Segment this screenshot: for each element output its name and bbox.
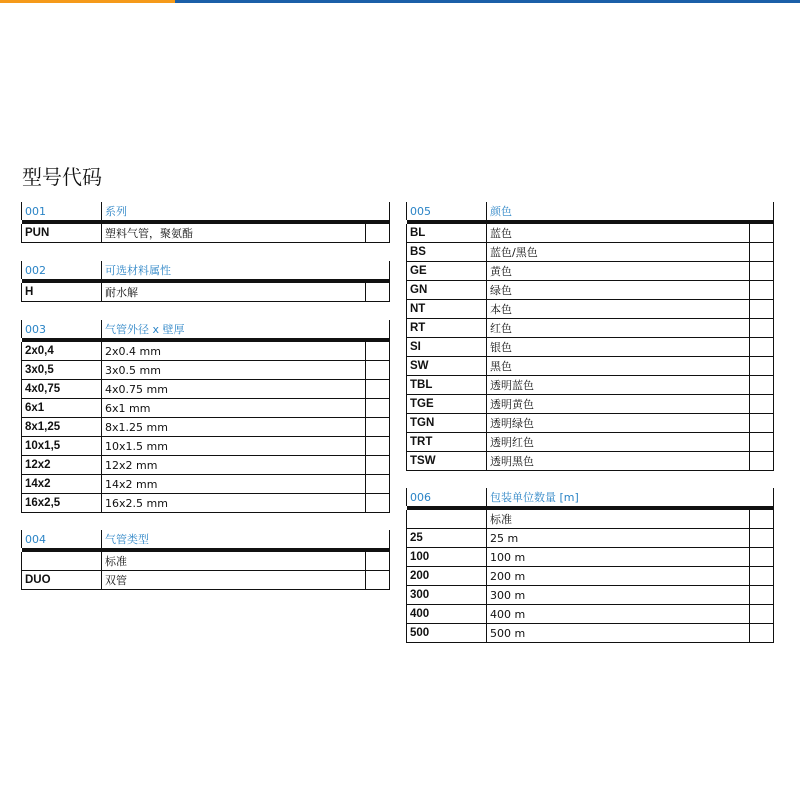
description-cell: 标准 [487,510,750,529]
table-row [22,399,390,418]
blank-cell [750,319,774,338]
section-packaging [406,488,773,643]
blank-cell [750,567,774,586]
blank-cell [750,243,774,262]
section-header [22,320,390,338]
description-cell: 400 m [487,605,750,624]
section-color [406,202,773,471]
section-header [407,202,774,220]
section-material-property [21,261,389,302]
code-cell: NT [407,300,487,319]
description-cell: 银色 [487,338,750,357]
table-row [407,395,774,414]
table-row [407,510,774,529]
code-cell: 14x2 [22,475,102,494]
description-cell: 100 m [487,548,750,567]
section-number: 005 [407,202,487,220]
description-cell: 14x2 mm [102,475,366,494]
code-cell: 12x2 [22,456,102,475]
description-cell: 300 m [487,586,750,605]
description-cell: 透明红色 [487,433,750,452]
blank-cell [750,452,774,471]
section-title: 包装单位数量 [m] [487,488,750,506]
code-cell: 6x1 [22,399,102,418]
description-cell: 200 m [487,567,750,586]
table-row [407,262,774,281]
description-cell: 8x1.25 mm [102,418,366,437]
blank-cell [750,624,774,643]
description-cell: 蓝色 [487,224,750,243]
section-title: 气管外径 x 壁厚 [102,320,366,338]
code-cell: 4x0,75 [22,380,102,399]
blank-cell [366,283,390,302]
code-cell: 2x0,4 [22,342,102,361]
blank-cell [750,586,774,605]
code-cell: TGN [407,414,487,433]
code-table [21,261,390,302]
header-spacer [366,261,390,279]
code-cell: BL [407,224,487,243]
table-row [22,342,390,361]
description-cell: 透明绿色 [487,414,750,433]
code-cell: 300 [407,586,487,605]
description-cell: 透明黄色 [487,395,750,414]
section-number: 001 [22,202,102,220]
blank-cell [366,418,390,437]
blank-cell [750,357,774,376]
description-cell: 25 m [487,529,750,548]
blank-cell [750,548,774,567]
top-accent-bar [0,0,800,3]
description-cell: 耐水解 [102,283,366,302]
description-cell: 2x0.4 mm [102,342,366,361]
blank-cell [366,361,390,380]
description-cell: 3x0.5 mm [102,361,366,380]
code-cell: 10x1,5 [22,437,102,456]
description-cell: 黄色 [487,262,750,281]
description-cell: 透明蓝色 [487,376,750,395]
description-cell: 标准 [102,552,366,571]
table-row [407,224,774,243]
table-row [407,319,774,338]
description-cell: 黑色 [487,357,750,376]
table-row [407,243,774,262]
code-table [21,530,390,590]
table-row [22,552,390,571]
section-header [407,488,774,506]
code-cell: 500 [407,624,487,643]
table-row [22,224,390,243]
code-table [406,202,774,471]
blank-cell [750,510,774,529]
blank-cell [750,529,774,548]
header-spacer [366,320,390,338]
code-cell: SI [407,338,487,357]
table-row [407,414,774,433]
table-row [22,475,390,494]
table-row [407,605,774,624]
section-title: 可选材料属性 [102,261,366,279]
table-row [407,376,774,395]
table-row [22,571,390,590]
blank-cell [366,571,390,590]
code-cell: H [22,283,102,302]
blank-cell [750,224,774,243]
description-cell: 12x2 mm [102,456,366,475]
code-cell: 16x2,5 [22,494,102,513]
description-cell: 红色 [487,319,750,338]
blank-cell [366,456,390,475]
table-row [22,418,390,437]
section-header [22,261,390,279]
code-cell [407,510,487,529]
blank-cell [750,262,774,281]
table-row [407,567,774,586]
section-number: 006 [407,488,487,506]
code-cell [22,552,102,571]
blank-cell [366,475,390,494]
code-cell: 100 [407,548,487,567]
section-tube-size [21,320,389,513]
description-cell: 透明黑色 [487,452,750,471]
description-cell: 本色 [487,300,750,319]
code-cell: GN [407,281,487,300]
section-number: 002 [22,261,102,279]
blank-cell [366,399,390,418]
description-cell: 绿色 [487,281,750,300]
header-spacer [366,202,390,220]
table-row [22,361,390,380]
table-row [22,494,390,513]
blank-cell [366,552,390,571]
description-cell: 蓝色/黑色 [487,243,750,262]
table-row [407,548,774,567]
blank-cell [750,300,774,319]
description-cell: 双管 [102,571,366,590]
code-cell: TSW [407,452,487,471]
header-spacer [750,488,774,506]
blank-cell [366,380,390,399]
code-cell: PUN [22,224,102,243]
header-spacer [750,202,774,220]
code-cell: TBL [407,376,487,395]
blank-cell [366,224,390,243]
description-cell: 16x2.5 mm [102,494,366,513]
code-cell: 8x1,25 [22,418,102,437]
section-title: 颜色 [487,202,750,220]
blank-cell [366,494,390,513]
code-cell: GE [407,262,487,281]
code-cell: 200 [407,567,487,586]
section-number: 003 [22,320,102,338]
table-row [407,624,774,643]
table-row [407,529,774,548]
description-cell: 6x1 mm [102,399,366,418]
code-table [21,320,390,513]
section-header [22,202,390,220]
description-cell: 塑料气管，聚氨酯 [102,224,366,243]
page-title: 型号代码 [22,165,102,189]
code-cell: SW [407,357,487,376]
table-row [22,437,390,456]
blank-cell [750,605,774,624]
table-row [22,283,390,302]
description-cell: 10x1.5 mm [102,437,366,456]
code-table [21,202,390,243]
table-row [22,456,390,475]
code-cell: DUO [22,571,102,590]
table-row [407,338,774,357]
table-row [407,300,774,319]
table-row [407,586,774,605]
section-series [21,202,389,243]
blank-cell [366,437,390,456]
section-header [22,530,390,548]
blank-cell [750,376,774,395]
code-cell: TRT [407,433,487,452]
section-title: 气管类型 [102,530,366,548]
section-title: 系列 [102,202,366,220]
section-tube-type [21,530,389,590]
code-cell: 3x0,5 [22,361,102,380]
code-cell: 400 [407,605,487,624]
code-cell: RT [407,319,487,338]
code-table [406,488,774,643]
section-number: 004 [22,530,102,548]
table-row [407,357,774,376]
code-cell: 25 [407,529,487,548]
table-row [407,281,774,300]
table-row [407,433,774,452]
table-row [22,380,390,399]
header-spacer [366,530,390,548]
blank-cell [750,338,774,357]
code-cell: BS [407,243,487,262]
description-cell: 4x0.75 mm [102,380,366,399]
blank-cell [750,433,774,452]
blank-cell [750,281,774,300]
code-cell: TGE [407,395,487,414]
blank-cell [750,414,774,433]
table-row [407,452,774,471]
blank-cell [366,342,390,361]
description-cell: 500 m [487,624,750,643]
blank-cell [750,395,774,414]
